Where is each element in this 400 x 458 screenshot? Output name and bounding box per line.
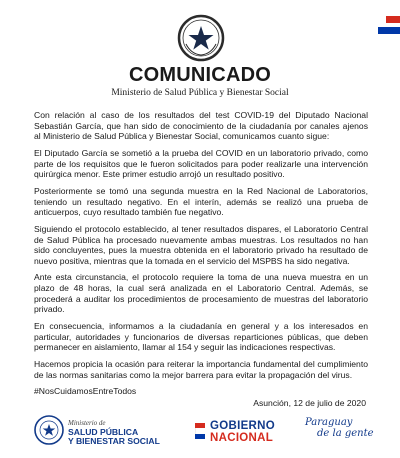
paragraph: En consecuencia, informamos a la ciudadanía en general y a los interesados en particular, autoridades y funcionarios de diversas reparticiones públicas, que deben permanecer en aislamiento, llamar al 154 y seguir las indicaciones respectivas. (34, 321, 368, 353)
page-title: COMUNICADO (129, 64, 271, 86)
ministry-logo-text (68, 419, 160, 447)
page-subtitle: Ministerio de Salud Pública y Bienestar Social (111, 88, 289, 98)
slogan-logo (305, 417, 374, 439)
footer-logos (0, 411, 400, 458)
ministry-seal-icon (34, 415, 64, 445)
ministry-line-3: Y BIENESTAR SOCIAL (68, 436, 160, 446)
government-line-2: NACIONAL (210, 431, 274, 444)
flag-stripes (378, 16, 400, 34)
paragraph: Posteriormente se tomó una segunda muestra en la Red Nacional de Laboratorios, teniendo un resultado negativo. En el interín, además se realizó una prueba de anticuerpos, cuyo resultado también fue negativo. (34, 185, 368, 218)
paragraph: Siguiendo el protocolo establecido, al tener resultados dispares, el Laboratorio Central de Salud Pública ha procesado nuevamente ambas muestras. Los resultados no han sido concluyentes, pues la muestra obtenida en el laboratorio privado ha resultado de nuevo positiva, mientras que la tomada en el servicio del MSPBS ha sido negativa. (34, 223, 368, 266)
government-flag-icon (195, 423, 205, 439)
paragraph: Ante esta circunstancia, el protocolo requiere la toma de una nueva muestra en un plazo de 48 horas, la cual será analizada en el Laboratorio Central. Además, se procederá a auditar los procedimientos de procesamiento de muestras del laboratorio privado. (34, 272, 368, 315)
paragraph: Hacemos propicia la ocasión para reiterar la importancia fundamental del cumplimiento de las normas sanitarias como la mejor barrera para evitar la propagación del virus. (34, 359, 368, 380)
national-seal-icon (177, 14, 225, 62)
date-line: Asunción, 12 de julio de 2020 (253, 398, 366, 408)
ministry-line-1: Ministerio de (68, 419, 106, 427)
government-logo-text (210, 421, 275, 444)
slogan-line-2: de la gente (317, 428, 374, 439)
communique-body (34, 110, 368, 403)
slogan-line-1: Paraguay (305, 417, 353, 428)
paragraph: El Diputado García se sometió a la prueba del COVID en un laboratorio privado, como parte de los requisitos que le fueron solicitados para poder realizarle una intervención quirúrgica menor. Este primer estudio arrojó un resultado positivo. (34, 147, 368, 180)
hashtag: #NosCuidamosEntreTodos (34, 386, 137, 397)
ministry-line-2: SALUD PÚBLICA (68, 426, 139, 437)
paragraph: Con relación al caso de los resultados del test COVID-19 del Diputado Nacional Sebastián García, que han sido de conocimiento de la ciudadanía por canales ajenos al Ministerio de Salud Pública y Bienestar Social, comunicamos cuanto sigue: (34, 110, 368, 142)
government-line-1: GOBIERNO (210, 420, 276, 432)
